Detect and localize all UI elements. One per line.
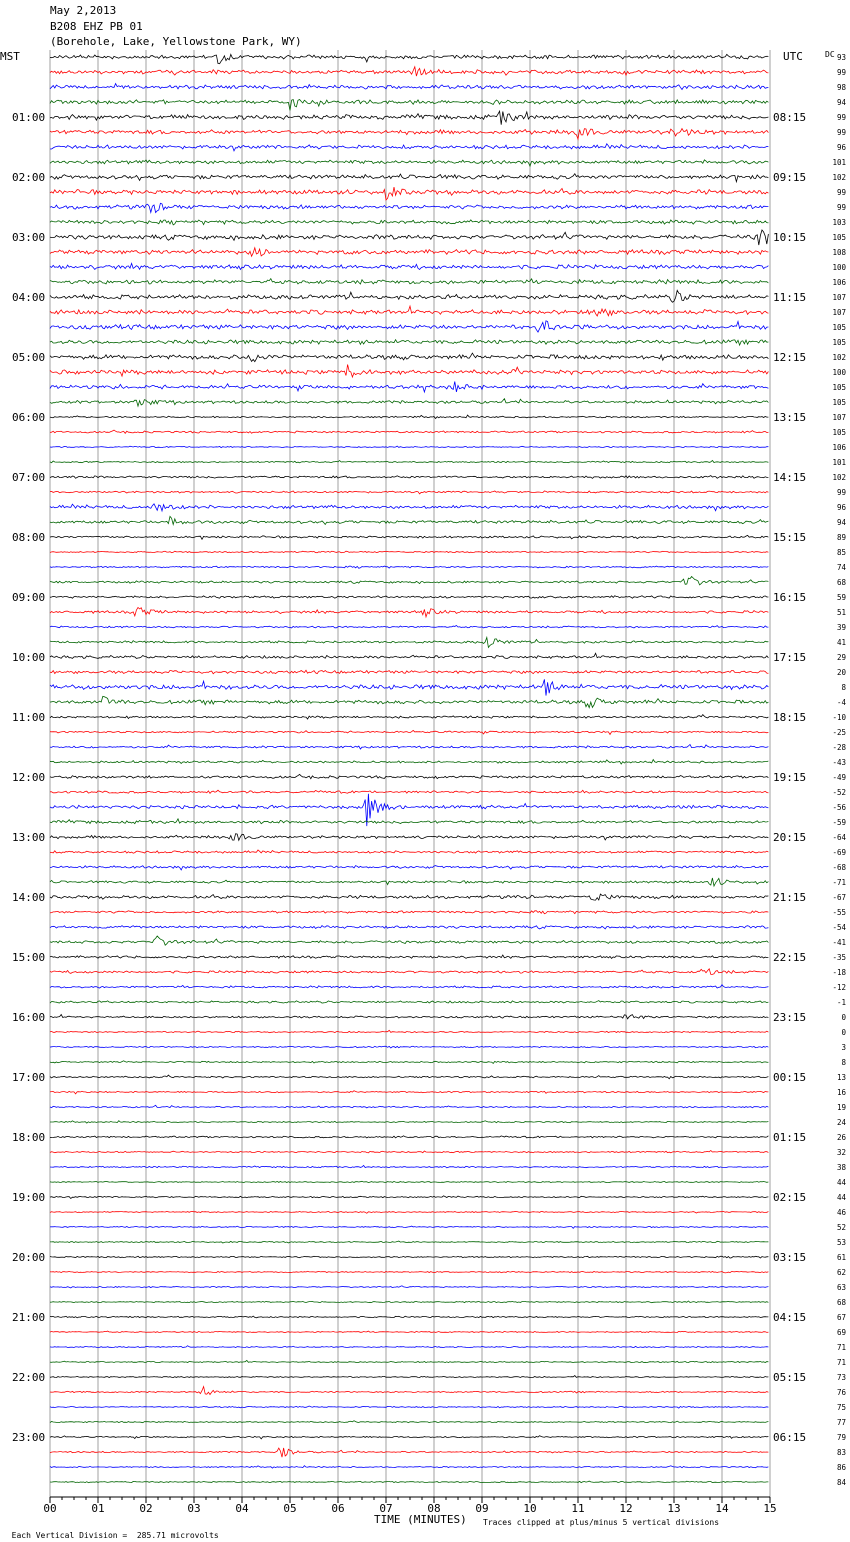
right-timezone-label: UTC [783, 50, 803, 63]
trace-row-35 [50, 577, 768, 585]
dc-value: 107 [832, 413, 846, 422]
dc-value: 51 [836, 608, 846, 617]
dc-value: 8 [841, 1058, 846, 1067]
trace-row-82 [50, 1286, 768, 1288]
trace-row-25 [50, 430, 768, 433]
left-hour-label: 02:00 [12, 171, 46, 184]
right-hour-label: 14:15 [773, 471, 807, 484]
right-hour-label: 01:15 [773, 1131, 807, 1144]
dc-label: DC [825, 50, 835, 59]
dc-value: 46 [836, 1208, 846, 1217]
footer-clip-note: Traces clipped at plus/minus 5 vertical divisions [483, 1518, 720, 1527]
dc-value: 99 [836, 128, 846, 137]
trace-row-16 [50, 290, 768, 302]
left-hour-label: 07:00 [12, 471, 46, 484]
trace-row-39 [50, 638, 768, 648]
trace-row-81 [50, 1271, 768, 1273]
dc-value: 99 [836, 68, 846, 77]
trace-row-49 [50, 790, 768, 793]
right-hour-label: 11:15 [773, 291, 807, 304]
right-hour-label: 02:15 [773, 1191, 807, 1204]
left-hour-label: 12:00 [12, 771, 46, 784]
time-gridlines [50, 50, 770, 1497]
dc-value: 99 [836, 188, 846, 197]
right-hour-label: 12:15 [773, 351, 807, 364]
dc-value: 89 [836, 533, 846, 542]
dc-value: -12 [832, 983, 846, 992]
trace-row-31 [50, 516, 768, 524]
trace-row-65 [50, 1030, 768, 1033]
dc-value: 99 [836, 488, 846, 497]
dc-value: 19 [836, 1103, 846, 1112]
left-hour-label: 22:00 [12, 1371, 46, 1384]
trace-row-64 [50, 1015, 768, 1019]
trace-row-56 [50, 894, 768, 900]
trace-row-44 [50, 715, 768, 719]
dc-value: -35 [832, 953, 846, 962]
right-hour-label: 04:15 [773, 1311, 807, 1324]
dc-value: 94 [836, 98, 846, 107]
dc-value: 106 [832, 278, 846, 287]
x-tick-label: 12 [619, 1502, 633, 1515]
left-hour-label: 11:00 [12, 711, 46, 724]
dc-value: 102 [832, 473, 846, 482]
dc-value: 44 [836, 1193, 846, 1202]
trace-row-80 [50, 1256, 768, 1258]
trace-row-77 [50, 1211, 768, 1213]
dc-value: 3 [841, 1043, 846, 1052]
trace-row-83 [50, 1301, 768, 1303]
right-hour-label: 20:15 [773, 831, 807, 844]
left-hour-label: 09:00 [12, 591, 46, 604]
trace-row-51 [50, 819, 768, 824]
dc-value: -71 [832, 878, 846, 887]
x-tick-label: 13 [667, 1502, 681, 1515]
trace-row-34 [50, 566, 768, 568]
trace-row-32 [50, 535, 768, 539]
dc-value: 73 [836, 1373, 846, 1382]
x-tick-label: 11 [571, 1502, 585, 1515]
trace-row-73 [50, 1151, 768, 1153]
trace-row-79 [50, 1241, 768, 1243]
dc-value: 26 [836, 1133, 846, 1142]
x-tick-label: 06 [331, 1502, 345, 1515]
x-tick-label: 01 [91, 1502, 105, 1515]
dc-value: 32 [836, 1148, 846, 1157]
dc-value: 76 [836, 1388, 846, 1397]
dc-value: 106 [832, 443, 846, 452]
trace-row-36 [50, 596, 768, 599]
left-hour-label: 13:00 [12, 831, 46, 844]
trace-row-86 [50, 1346, 768, 1348]
dc-value: 69 [836, 1328, 846, 1337]
dc-value: 96 [836, 143, 846, 152]
x-axis-title: TIME (MINUTES) [374, 1513, 467, 1526]
right-hour-label: 05:15 [773, 1371, 807, 1384]
dc-value: 68 [836, 1298, 846, 1307]
trace-row-13 [50, 248, 768, 256]
trace-row-12 [50, 230, 768, 245]
x-tick-label: 04 [235, 1502, 249, 1515]
dc-value: 0 [841, 1028, 846, 1037]
right-hour-label: 03:15 [773, 1251, 807, 1264]
trace-row-94 [50, 1466, 768, 1468]
trace-row-93 [50, 1448, 768, 1457]
trace-row-54 [50, 866, 768, 870]
dc-value: -69 [832, 848, 846, 857]
dc-value: 67 [836, 1313, 846, 1322]
trace-row-92 [50, 1436, 768, 1439]
x-tick-label: 09 [475, 1502, 489, 1515]
dc-value: 101 [832, 158, 846, 167]
trace-row-15 [50, 279, 768, 284]
dc-value: 59 [836, 593, 846, 602]
right-hour-label: 19:15 [773, 771, 807, 784]
trace-row-4 [50, 111, 768, 125]
trace-row-76 [50, 1196, 768, 1199]
trace-row-69 [50, 1091, 768, 1094]
trace-row-59 [50, 936, 768, 945]
dc-value: 71 [836, 1343, 846, 1352]
dc-value: 53 [836, 1238, 846, 1247]
dc-value: 102 [832, 173, 846, 182]
dc-value: 39 [836, 623, 846, 632]
right-hour-label: 17:15 [773, 651, 807, 664]
trace-row-24 [50, 415, 768, 418]
dc-value: 107 [832, 308, 846, 317]
dc-value: 61 [836, 1253, 846, 1262]
dc-value: 68 [836, 578, 846, 587]
trace-row-30 [50, 504, 768, 511]
dc-value: 75 [836, 1403, 846, 1412]
dc-value: 13 [836, 1073, 846, 1082]
dc-value: 62 [836, 1268, 846, 1277]
trace-row-60 [50, 955, 768, 958]
right-hour-label: 22:15 [773, 951, 807, 964]
right-hour-label: 09:15 [773, 171, 807, 184]
trace-row-41 [50, 670, 768, 673]
trace-row-89 [50, 1387, 768, 1395]
dc-value: 100 [832, 368, 846, 377]
trace-row-20 [50, 353, 768, 362]
right-hour-label: 00:15 [773, 1071, 807, 1084]
dc-value: 99 [836, 113, 846, 122]
dc-value: 63 [836, 1283, 846, 1292]
dc-value: -43 [832, 758, 846, 767]
x-tick-label: 03 [187, 1502, 201, 1515]
trace-row-71 [50, 1121, 768, 1123]
trace-row-8 [50, 174, 768, 182]
x-tick-label: 05 [283, 1502, 297, 1515]
x-tick-label: 02 [139, 1502, 153, 1515]
trace-row-58 [50, 926, 768, 929]
left-hour-label: 23:00 [12, 1431, 46, 1444]
dc-value: 98 [836, 83, 846, 92]
right-hour-label: 23:15 [773, 1011, 807, 1024]
x-tick-label: 15 [763, 1502, 777, 1515]
left-hour-label: 04:00 [12, 291, 46, 304]
dc-value: 71 [836, 1358, 846, 1367]
dc-value: 16 [836, 1088, 846, 1097]
dc-value: -49 [832, 773, 846, 782]
right-hour-label: 16:15 [773, 591, 807, 604]
left-hour-label: 08:00 [12, 531, 46, 544]
right-hour-label: 10:15 [773, 231, 807, 244]
dc-value: 84 [836, 1478, 846, 1487]
x-tick-label: 07 [379, 1502, 393, 1515]
trace-row-22 [50, 382, 768, 393]
footer-scale-text: Each Vertical Division = 285.71 microvolts [11, 1531, 219, 1540]
dc-value: 24 [836, 1118, 846, 1127]
trace-row-91 [50, 1421, 768, 1423]
right-hour-label: 15:15 [773, 531, 807, 544]
trace-row-37 [50, 608, 768, 617]
dc-value: 100 [832, 263, 846, 272]
dc-value: -59 [832, 818, 846, 827]
dc-value: 101 [832, 458, 846, 467]
trace-row-46 [50, 745, 768, 750]
right-hour-label: 08:15 [773, 111, 807, 124]
dc-value: 8 [841, 683, 846, 692]
trace-row-63 [50, 1001, 768, 1004]
trace-row-23 [50, 399, 768, 407]
dc-value: 96 [836, 503, 846, 512]
dc-value: 105 [832, 233, 846, 242]
trace-row-5 [50, 129, 768, 140]
dc-value: 105 [832, 383, 846, 392]
trace-row-61 [50, 969, 768, 975]
dc-value: -67 [832, 893, 846, 902]
station-location: (Borehole, Lake, Yellowstone Park, WY) [50, 35, 302, 48]
dc-value: 108 [832, 248, 846, 257]
dc-value: -64 [832, 833, 846, 842]
left-hour-label: 05:00 [12, 351, 46, 364]
dc-value: 41 [836, 638, 846, 647]
left-hour-label: 17:00 [12, 1071, 46, 1084]
dc-value: -68 [832, 863, 846, 872]
trace-row-29 [50, 491, 768, 494]
dc-value: -10 [832, 713, 846, 722]
trace-row-1 [50, 67, 768, 76]
trace-row-3 [50, 100, 768, 111]
trace-row-9 [50, 187, 768, 200]
trace-row-26 [50, 446, 768, 448]
dc-value: -25 [832, 728, 846, 737]
dc-value: 93 [836, 53, 846, 62]
left-hour-label: 21:00 [12, 1311, 46, 1324]
dc-value: 85 [836, 548, 846, 557]
right-hour-label: 21:15 [773, 891, 807, 904]
trace-row-17 [50, 306, 768, 316]
trace-row-6 [50, 144, 768, 151]
dc-value: 38 [836, 1163, 846, 1172]
trace-row-74 [50, 1166, 768, 1168]
dc-value: 44 [836, 1178, 846, 1187]
trace-row-52 [50, 834, 768, 841]
left-hour-label: 20:00 [12, 1251, 46, 1264]
dc-value: 102 [832, 353, 846, 362]
trace-row-78 [50, 1226, 768, 1228]
trace-row-21 [50, 365, 768, 378]
trace-row-48 [50, 774, 768, 778]
trace-row-27 [50, 461, 768, 463]
left-hour-label: 01:00 [12, 111, 46, 124]
trace-row-0 [50, 54, 768, 63]
dc-value: 99 [836, 203, 846, 212]
left-hour-label: 10:00 [12, 651, 46, 664]
dc-value: 0 [841, 1013, 846, 1022]
dc-value: -54 [832, 923, 846, 932]
left-hour-label: 06:00 [12, 411, 46, 424]
seismic-traces [50, 54, 768, 1482]
trace-row-33 [50, 551, 768, 553]
dc-value: 83 [836, 1448, 846, 1457]
dc-value: 105 [832, 398, 846, 407]
dc-value: -4 [836, 698, 846, 707]
dc-value: 105 [832, 428, 846, 437]
right-hour-label: 06:15 [773, 1431, 807, 1444]
dc-value: 105 [832, 338, 846, 347]
trace-row-28 [50, 476, 768, 479]
trace-row-53 [50, 850, 768, 853]
left-hour-label: 18:00 [12, 1131, 46, 1144]
left-hour-label: 19:00 [12, 1191, 46, 1204]
trace-row-88 [50, 1376, 768, 1378]
trace-row-38 [50, 626, 768, 628]
trace-row-66 [50, 1046, 768, 1048]
trace-row-40 [50, 653, 768, 658]
x-tick-label: 14 [715, 1502, 729, 1515]
right-hour-label: 13:15 [773, 411, 807, 424]
trace-row-11 [50, 220, 768, 225]
dc-value: 20 [836, 668, 846, 677]
trace-row-62 [50, 985, 768, 988]
trace-row-84 [50, 1316, 768, 1318]
left-hour-label: 14:00 [12, 891, 46, 904]
left-timezone-label: MST [0, 50, 20, 63]
trace-row-19 [50, 340, 768, 345]
dc-value: 79 [836, 1433, 846, 1442]
dc-value: 105 [832, 323, 846, 332]
trace-row-85 [50, 1331, 768, 1333]
dc-value: -18 [832, 968, 846, 977]
trace-row-75 [50, 1181, 768, 1182]
left-hour-label: 16:00 [12, 1011, 46, 1024]
trace-row-43 [50, 696, 768, 707]
dc-value: 29 [836, 653, 846, 662]
dc-value: 103 [832, 218, 846, 227]
trace-row-14 [50, 263, 768, 269]
trace-row-90 [50, 1406, 768, 1408]
dc-value: 77 [836, 1418, 846, 1427]
trace-row-87 [50, 1360, 768, 1362]
left-hour-label: 15:00 [12, 951, 46, 964]
trace-row-2 [50, 84, 768, 90]
trace-row-95 [50, 1481, 768, 1483]
dc-value: 52 [836, 1223, 846, 1232]
trace-row-7 [50, 160, 768, 166]
left-hour-label: 03:00 [12, 231, 46, 244]
dc-value: -56 [832, 803, 846, 812]
right-hour-label: 18:15 [773, 711, 807, 724]
dc-value: -52 [832, 788, 846, 797]
trace-row-67 [50, 1061, 768, 1064]
plot-date: May 2,2013 [50, 4, 117, 17]
dc-value: -28 [832, 743, 846, 752]
trace-row-45 [50, 730, 768, 734]
dc-value: 107 [832, 293, 846, 302]
trace-row-72 [50, 1136, 768, 1138]
dc-value: -1 [836, 998, 846, 1007]
trace-row-10 [50, 203, 768, 212]
dc-value: 86 [836, 1463, 846, 1472]
station-id: B208 EHZ PB 01 [50, 20, 143, 33]
dc-value: -41 [832, 938, 846, 947]
trace-row-57 [50, 911, 768, 914]
trace-row-42 [50, 679, 768, 695]
dc-value: -55 [832, 908, 846, 917]
x-tick-label: 00 [43, 1502, 57, 1515]
trace-row-47 [50, 760, 768, 764]
trace-row-55 [50, 878, 768, 886]
trace-row-70 [50, 1105, 768, 1108]
x-tick-label: 10 [523, 1502, 537, 1515]
x-tick-label: 08 [427, 1502, 441, 1515]
trace-row-18 [50, 321, 768, 332]
footer-scale-note [2, 1516, 219, 1542]
dc-value: 94 [836, 518, 846, 527]
trace-row-68 [50, 1075, 768, 1079]
dc-value: 74 [836, 563, 846, 572]
